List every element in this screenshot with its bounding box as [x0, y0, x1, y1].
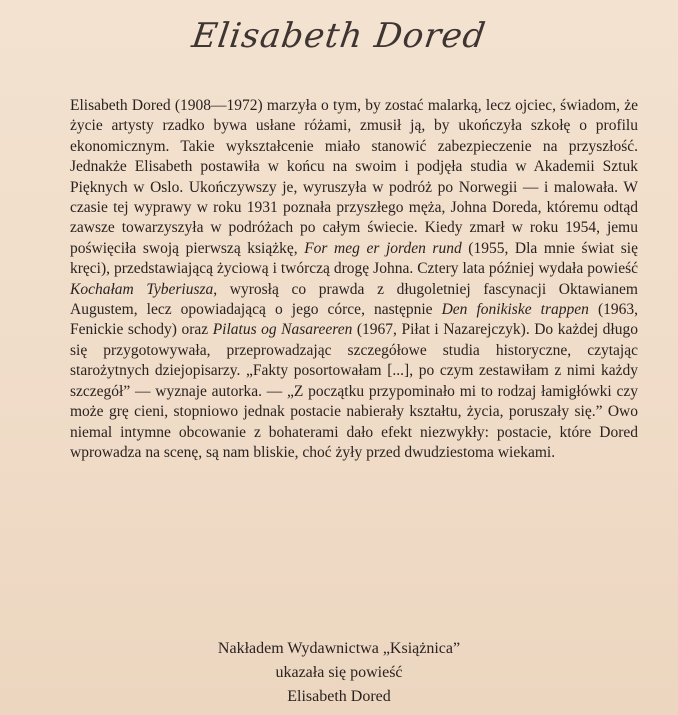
text-segment-5: (1967, Piłat i Nazarejczyk). Do każdej długo się przygotowywała, przeprowadzając szczegółowe studia historyczne, czytając starożytnych dziejopisarzy. „Fakty posortowałam [...], po czym zestawiłam z nimi każdy szczegół” — wyznaje autorka. — „Z początku przypominało mi to rodzaj łamigłówki czy może grę cieni, stopniowo jednak postacie nabierały kształtu, życia, poruszały się.” Owo niemal intymne obcowanie z bohaterami dało efekt niezwykły: postacie, które Dored wprowadza na scenę, są nam bliskie, choć żyły przed dwudziestoma wiekami. — [70, 321, 638, 461]
biography-paragraph — [70, 96, 638, 463]
book-title-3: Den fonikiske trappen — [441, 301, 589, 319]
book-title-1: For meg er jorden rund — [304, 239, 462, 257]
page-title: Elisabeth Dored — [189, 16, 489, 56]
book-title-2: Kochałam Tyberiusza — [70, 280, 214, 298]
text-segment-3: , wyrosłą co prawda z długoletniej fascynacji Oktawianem Augustem, lecz opowiadającą o jego córce, następnie — [70, 280, 638, 319]
book-title-4: Pilatus og Nasareeren — [212, 321, 353, 339]
text-segment-2: (1955, Dla mnie świat się kręci), przedstawiającą życiową i twórczą drogę Johna. Cztery lata później wydała powieść — [70, 239, 638, 278]
text-segment-4: (1963, Fenickie schody) oraz — [70, 301, 638, 339]
imprint-line-2: ukazała się powieść — [275, 664, 403, 681]
imprint-line-1: Nakładem Wydawnictwa „Książnica” — [217, 640, 461, 657]
publisher-imprint — [0, 637, 678, 709]
text-segment-1: Elisabeth Dored (1908—1972) marzyła o tym, by zostać malarką, lecz ojciec, świadom, że życie artysty rzadko bywa usłane różami, zmusił ją, by ukończyła szkołę o profilu ekonomicznym. Takie wykształcenie miało stanowić zabezpieczenie na przyszłość. Jednakże Elisabeth postawiła w końcu na swoim i podjęła studia w Akademii Sztuk Pięknych w Oslo. Ukończywszy je, wyruszyła w podróż po Norwegii — i malowała. W czasie tej wyprawy w roku 1931 poznała przyszłego męża, Johna Doreda, któremu odtąd zawsze towarzyszyła w podróżach po całym świecie. Kiedy zmarł w roku 1954, jemu poświęciła swoją pierwszą książkę, — [70, 97, 638, 257]
imprint-line-3: Elisabeth Dored — [287, 688, 391, 705]
biography-text — [70, 96, 638, 463]
